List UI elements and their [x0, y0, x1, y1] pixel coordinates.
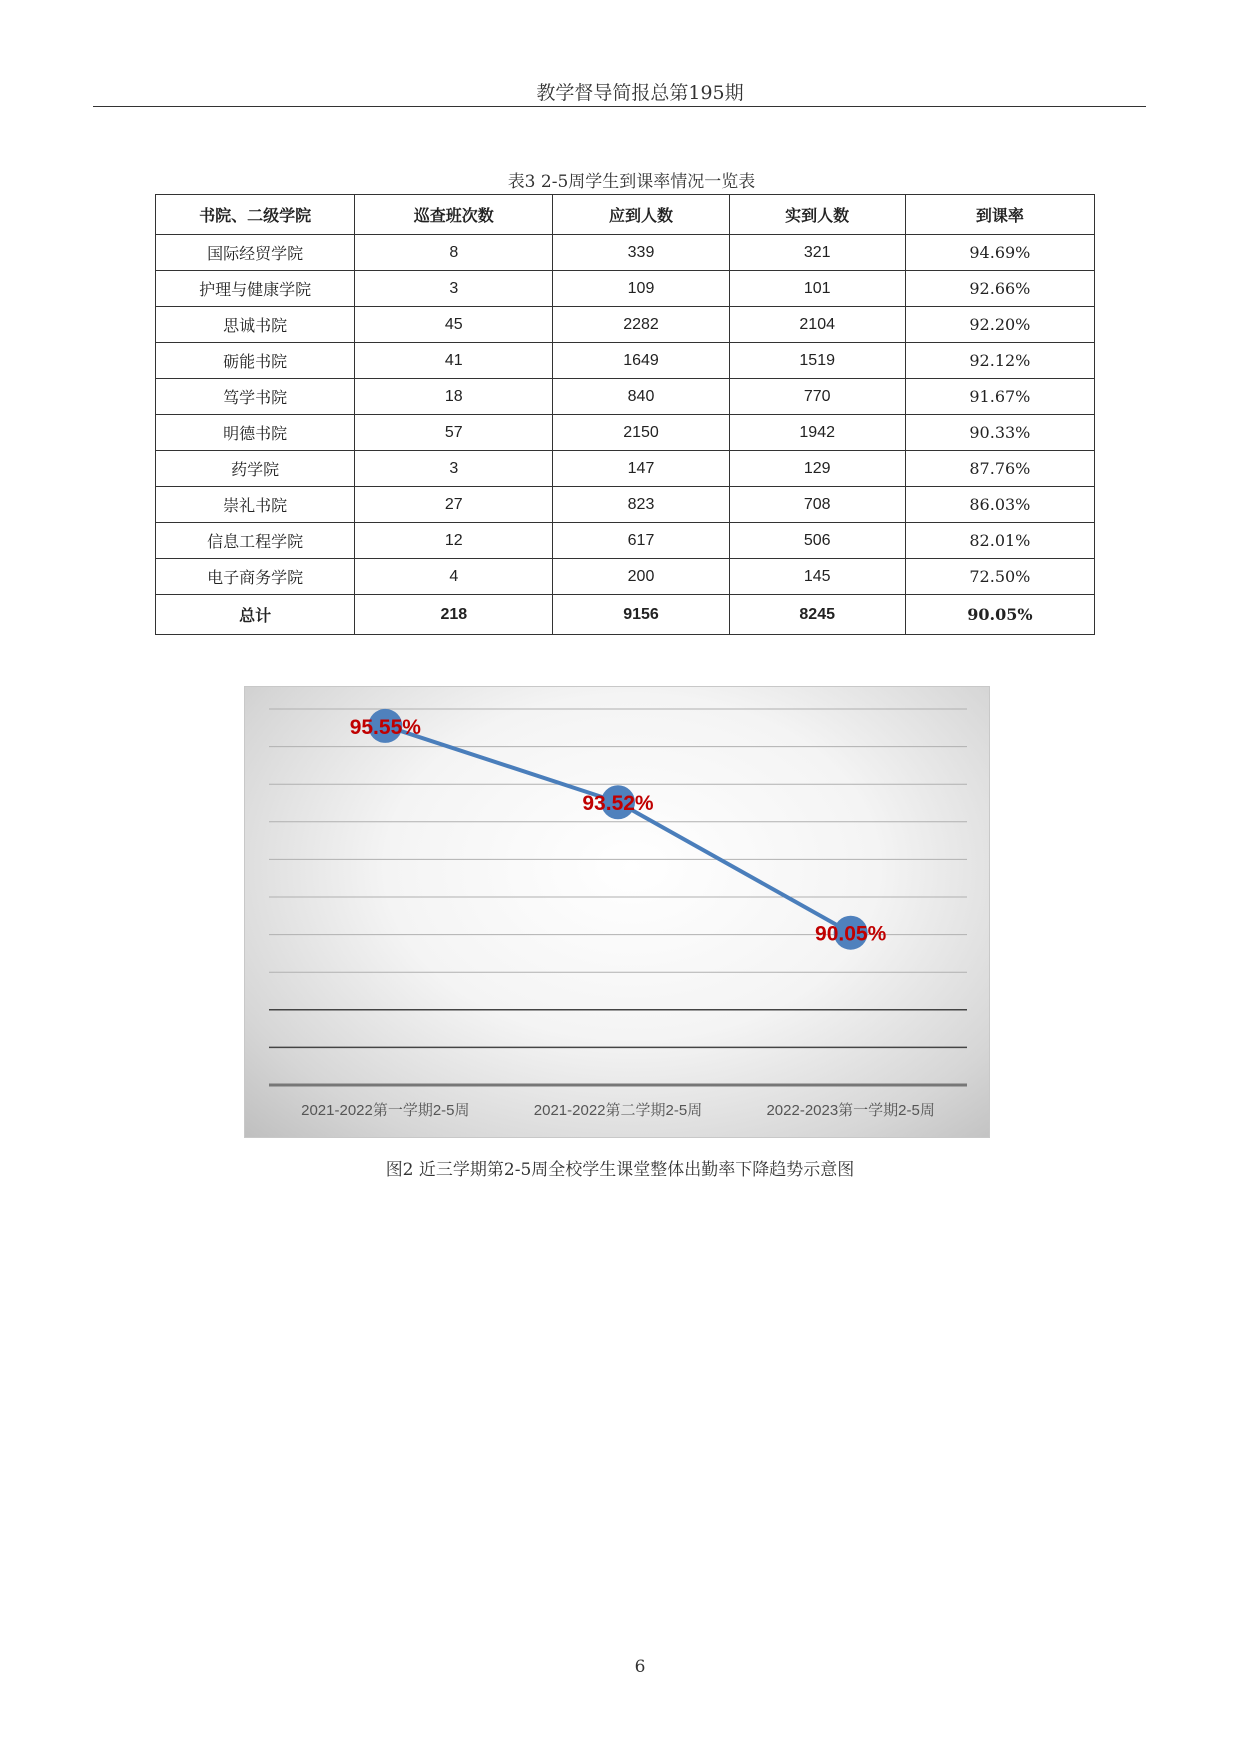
- attendance-rate: 92.66%: [905, 271, 1094, 307]
- patrol-count: 4: [355, 559, 553, 595]
- expected-count: 2150: [553, 415, 729, 451]
- expected-count: 1649: [553, 343, 729, 379]
- table-row: [156, 343, 1095, 379]
- table-row: [156, 451, 1095, 487]
- table-row: [156, 559, 1095, 595]
- patrol-count: 57: [355, 415, 553, 451]
- college-name: 崇礼书院: [156, 487, 355, 523]
- series-line: [385, 726, 850, 933]
- data-label: 90.05%: [815, 922, 887, 946]
- table-header-row: [156, 195, 1095, 235]
- expected-count: 617: [553, 523, 729, 559]
- college-name: 国际经贸学院: [156, 235, 355, 271]
- college-name: 药学院: [156, 451, 355, 487]
- expected-count: 2282: [553, 307, 729, 343]
- patrol-count: 41: [355, 343, 553, 379]
- table-total-row: [156, 595, 1095, 635]
- attendance-rate: 87.76%: [905, 451, 1094, 487]
- patrol-count: 45: [355, 307, 553, 343]
- actual-count: 2104: [729, 307, 905, 343]
- actual-count: 1519: [729, 343, 905, 379]
- table-row: [156, 379, 1095, 415]
- college-name: 笃学书院: [156, 379, 355, 415]
- column-header: 到课率: [905, 195, 1094, 235]
- patrol-count: 8: [355, 235, 553, 271]
- actual-count: 708: [729, 487, 905, 523]
- actual-count: 1942: [729, 415, 905, 451]
- total-attendance-rate: 90.05%: [905, 595, 1094, 635]
- actual-count: 506: [729, 523, 905, 559]
- total-label: 总计: [156, 595, 355, 635]
- patrol-count: 3: [355, 271, 553, 307]
- figure-caption: 图2 近三学期第2-5周全校学生课堂整体出勤率下降趋势示意图: [385, 1160, 855, 1180]
- table-row: [156, 271, 1095, 307]
- attendance-trend-chart: [244, 686, 990, 1138]
- expected-count: 200: [553, 559, 729, 595]
- patrol-count: 18: [355, 379, 553, 415]
- patrol-count: 27: [355, 487, 553, 523]
- table-caption: 表3 2-5周学生到课率情况一览表: [507, 172, 756, 192]
- college-name: 信息工程学院: [156, 523, 355, 559]
- header-divider: [93, 106, 1146, 107]
- table-row: [156, 415, 1095, 451]
- attendance-rate: 72.50%: [905, 559, 1094, 595]
- college-name: 明德书院: [156, 415, 355, 451]
- actual-count: 145: [729, 559, 905, 595]
- attendance-rate: 82.01%: [905, 523, 1094, 559]
- table-row: [156, 235, 1095, 271]
- patrol-count: 3: [355, 451, 553, 487]
- expected-count: 339: [553, 235, 729, 271]
- total-actual-count: 8245: [729, 595, 905, 635]
- column-header: 巡查班次数: [355, 195, 553, 235]
- attendance-rate: 91.67%: [905, 379, 1094, 415]
- expected-count: 109: [553, 271, 729, 307]
- column-header: 应到人数: [553, 195, 729, 235]
- total-patrol-count: 218: [355, 595, 553, 635]
- attendance-table: [155, 194, 1095, 635]
- column-header: 实到人数: [729, 195, 905, 235]
- total-expected-count: 9156: [553, 595, 729, 635]
- attendance-rate: 92.20%: [905, 307, 1094, 343]
- actual-count: 129: [729, 451, 905, 487]
- table-row: [156, 307, 1095, 343]
- attendance-rate: 94.69%: [905, 235, 1094, 271]
- attendance-rate: 90.33%: [905, 415, 1094, 451]
- x-tick-label: 2022-2023第一学期2-5周: [766, 1102, 935, 1119]
- x-tick-label: 2021-2022第二学期2-5周: [533, 1102, 703, 1119]
- chart-canvas: [245, 687, 989, 1137]
- attendance-rate: 92.12%: [905, 343, 1094, 379]
- data-label: 95.55%: [349, 715, 421, 739]
- table-row: [156, 487, 1095, 523]
- college-name: 砺能书院: [156, 343, 355, 379]
- attendance-rate: 86.03%: [905, 487, 1094, 523]
- table-row: [156, 523, 1095, 559]
- actual-count: 770: [729, 379, 905, 415]
- x-tick-label: 2021-2022第一学期2-5周: [301, 1102, 470, 1119]
- expected-count: 147: [553, 451, 729, 487]
- data-label: 93.52%: [582, 792, 654, 816]
- column-header: 书院、二级学院: [156, 195, 355, 235]
- page-number: 6: [634, 1657, 646, 1677]
- college-name: 电子商务学院: [156, 559, 355, 595]
- college-name: 思诚书院: [156, 307, 355, 343]
- actual-count: 321: [729, 235, 905, 271]
- expected-count: 823: [553, 487, 729, 523]
- actual-count: 101: [729, 271, 905, 307]
- college-name: 护理与健康学院: [156, 271, 355, 307]
- page-header-title: 教学督导简报总第195期: [536, 82, 744, 104]
- expected-count: 840: [553, 379, 729, 415]
- patrol-count: 12: [355, 523, 553, 559]
